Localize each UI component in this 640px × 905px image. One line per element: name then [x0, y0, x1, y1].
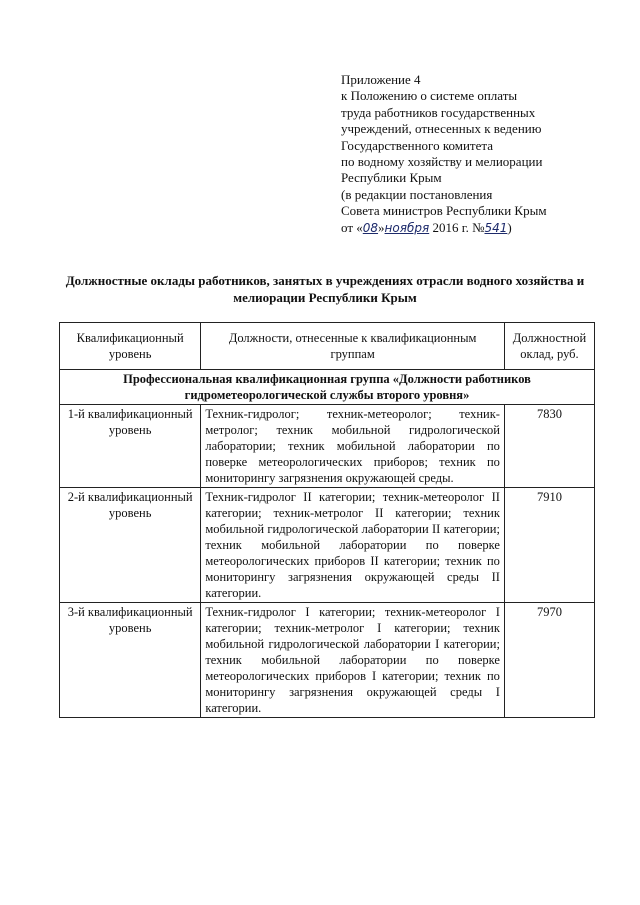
- header-level: Квалификационный уровень: [60, 323, 201, 370]
- group-title: Профессиональная квалификационная группа «Должности работников гидрометеорологической службы второго уровня»: [60, 370, 595, 405]
- positions-cell: Техник-гидролог; техник-метеоролог; техник-метролог; техник мобильной гидрологической лаборатории; техник мобильной лаборатории по поверке метеорологических приборов; техник по мониторингу загрязнения окружающей среды.: [201, 405, 505, 488]
- appendix-line: Государственного комитета: [341, 137, 493, 153]
- appendix-line: учреждений, отнесенных к ведению: [341, 121, 542, 137]
- date-year: 2016 г. №: [429, 219, 485, 235]
- level-cell: 3-й квалификационный уровень: [60, 603, 201, 718]
- date-prefix: от «: [341, 219, 363, 235]
- table-row: [60, 405, 595, 488]
- header-salary: Должностной оклад, руб.: [504, 323, 594, 370]
- salary-table: [59, 322, 595, 718]
- appendix-line: (в редакции постановления: [341, 186, 493, 202]
- resolution-date-line: [341, 220, 611, 236]
- positions-cell: Техник-гидролог I категории; техник-метеоролог I категории; техник-метролог I категории; техник мобильной гидрологической лаборатории I категории; техник мобильной лаборатории по поверке метеорологических приборов I категории; техник по мониторингу загрязнения окружающей среды I категории.: [201, 603, 505, 718]
- handwritten-month: ноября: [384, 220, 430, 235]
- handwritten-day: 08: [362, 220, 379, 235]
- salary-cell: 7970: [504, 603, 594, 718]
- salary-cell: 7910: [504, 488, 594, 603]
- appendix-line: Приложение 4: [341, 72, 421, 87]
- table-row: [60, 488, 595, 603]
- group-row: [60, 370, 595, 405]
- document-title: Должностные оклады работников, занятых в учреждениях отрасли водного хозяйства и мелиорации Республики Крым: [65, 273, 585, 305]
- appendix-line: к Положению о системе оплаты: [341, 88, 518, 104]
- date-close: ): [507, 219, 512, 235]
- positions-cell: Техник-гидролог II категории; техник-метеоролог II категории; техник-метролог II категории; техник мобильной гидрологической лаборатории II категории; техник мобильной лаборатории по поверке метеорологических приборов II категории; техник по мониторингу загрязнения окружающей среды II категории.: [201, 488, 505, 603]
- appendix-line: Республики Крым: [341, 170, 442, 186]
- level-cell: 1-й квалификационный уровень: [60, 405, 201, 488]
- salary-cell: 7830: [504, 405, 594, 488]
- table-header-row: [60, 323, 595, 370]
- level-cell: 2-й квалификационный уровень: [60, 488, 201, 603]
- appendix-line: труда работников государственных: [341, 104, 536, 120]
- appendix-header: [341, 72, 611, 236]
- appendix-line: по водному хозяйству и мелиорации: [341, 154, 543, 170]
- header-positions: Должности, отнесенные к квалификационным группам: [201, 323, 505, 370]
- appendix-line: Совета министров Республики Крым: [341, 203, 547, 219]
- handwritten-number: 541: [484, 220, 508, 235]
- date-quote: »: [378, 219, 385, 235]
- table-row: [60, 603, 595, 718]
